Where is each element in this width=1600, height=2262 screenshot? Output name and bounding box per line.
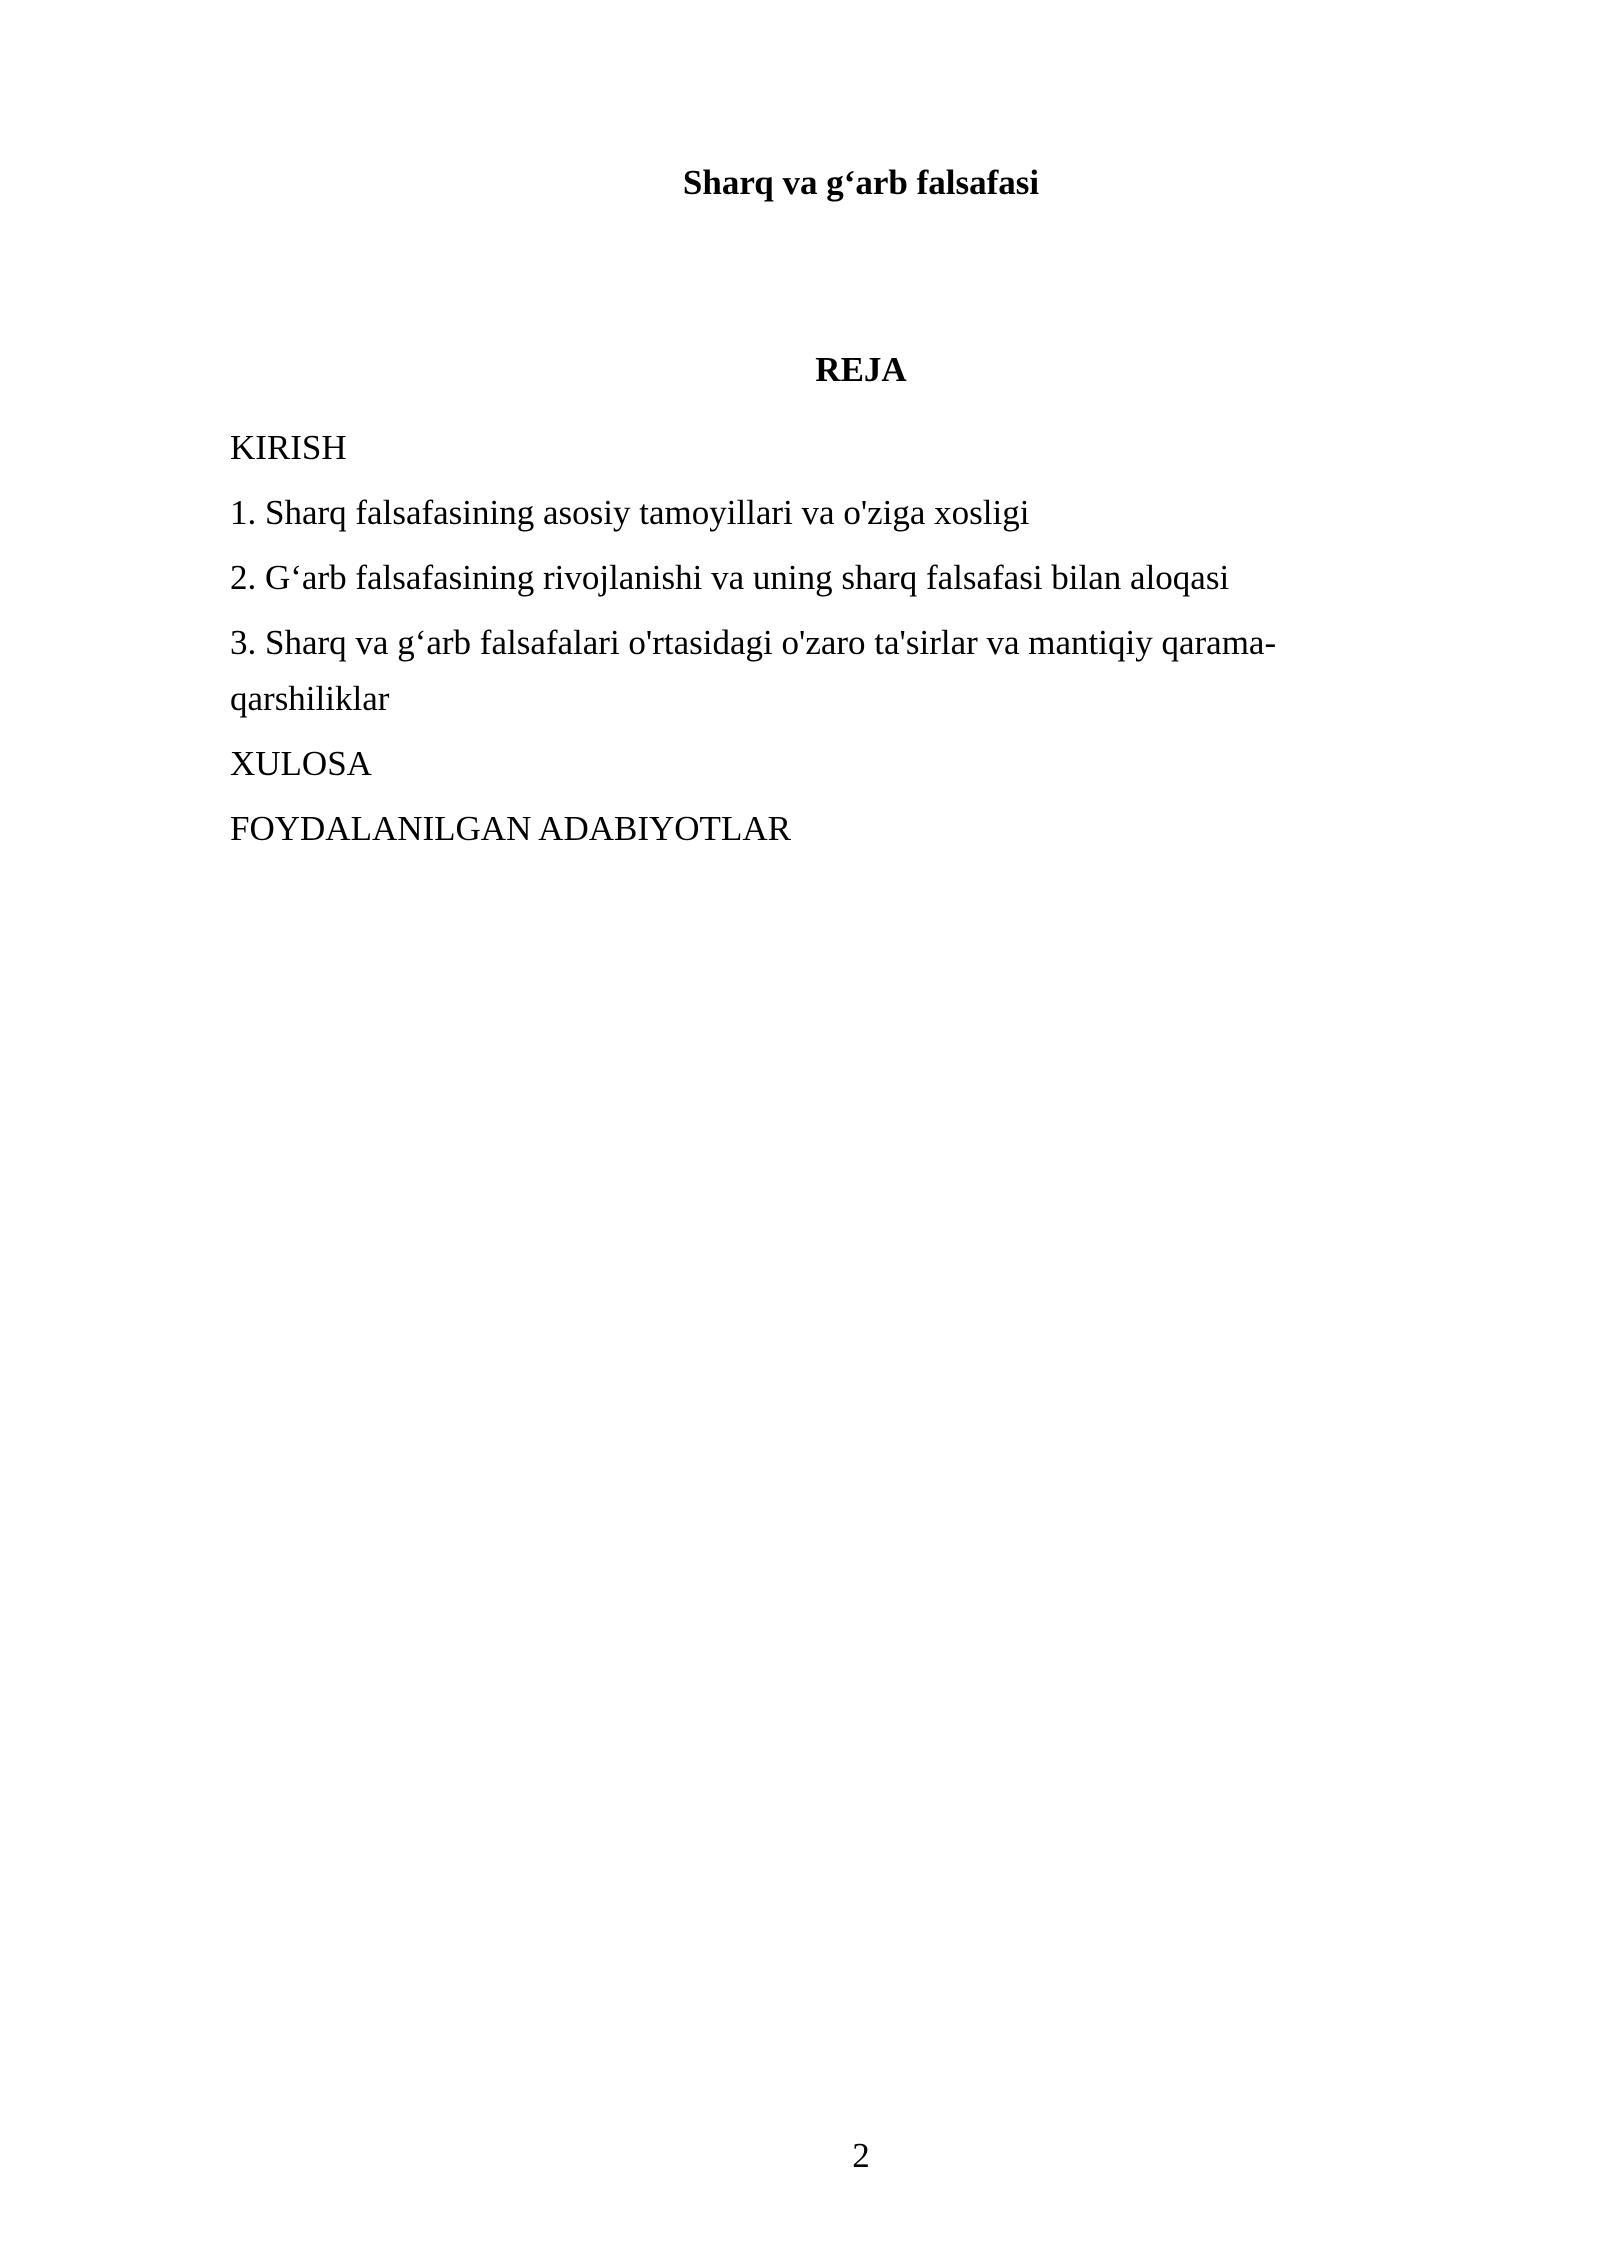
page-number: 2 bbox=[852, 2136, 870, 2175]
toc-item-3: 3. Sharq va g‘arb falsafalari o'rtasidagi o'zaro ta'sirlar va mantiqiy qarama-qarshiliklar bbox=[230, 623, 1277, 718]
toc-item-introduction: KIRISH bbox=[230, 428, 347, 467]
toc-item-1: 1. Sharq falsafasining asosiy tamoyillari va o'ziga xosligi bbox=[230, 493, 1030, 532]
document-title: Sharq va g‘arb falsafasi bbox=[682, 163, 1040, 202]
toc-item-2: 2. G‘arb falsafasining rivojlanishi va uning sharq falsafasi bilan aloqasi bbox=[230, 558, 1230, 597]
toc-item-references: FOYDALANILGAN ADABIYOTLAR bbox=[230, 809, 791, 848]
toc-item-conclusion: XULOSA bbox=[230, 744, 372, 783]
table-of-contents bbox=[230, 420, 1370, 866]
toc-heading: REJA bbox=[815, 350, 907, 389]
